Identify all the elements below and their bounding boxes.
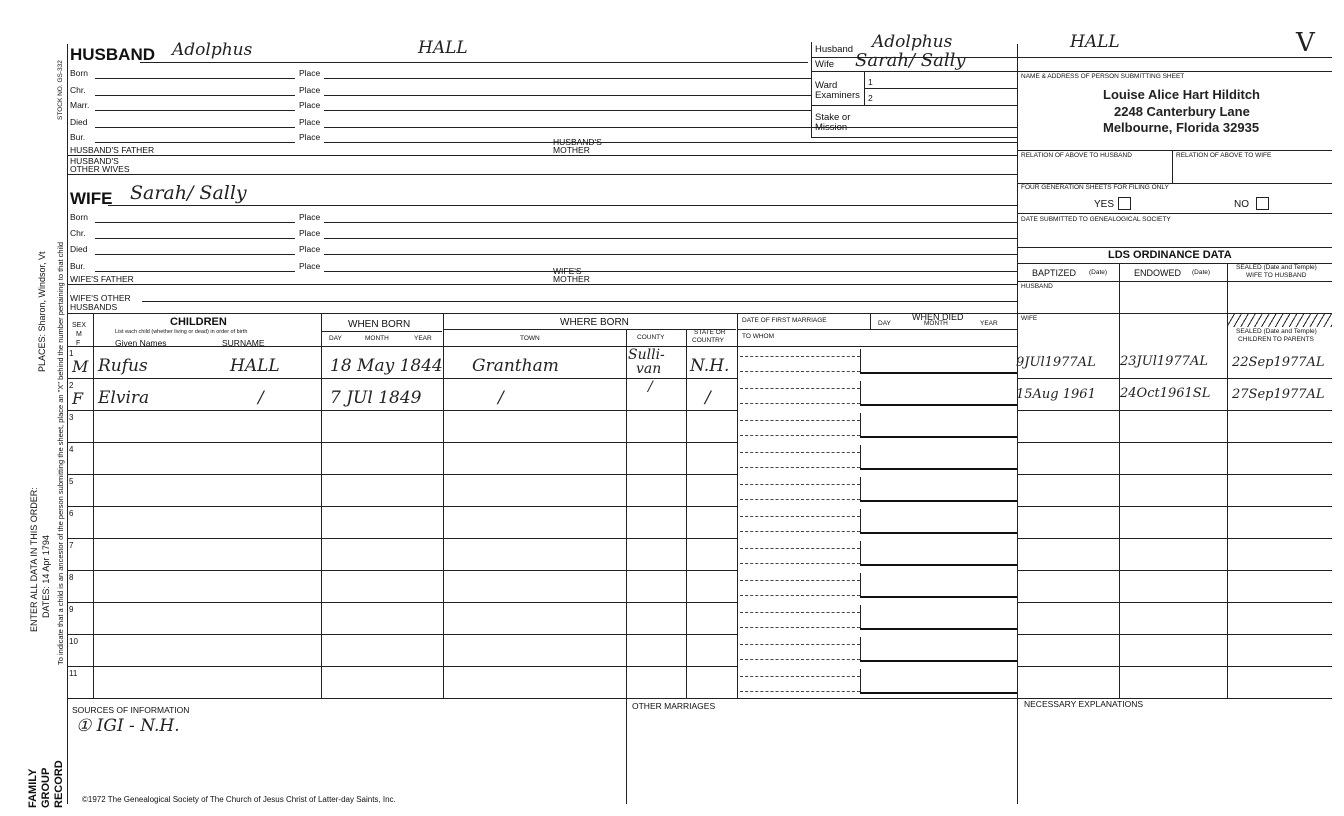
child-town[interactable]: Grantham [472,356,559,376]
husband-mother-label2: MOTHER [553,145,590,155]
record-label: RECORD [53,760,65,808]
child-number: 2 [69,381,74,390]
child-number: 3 [69,413,74,422]
town-header: TOWN [520,335,540,342]
child-endowed[interactable]: 24Oct1961SL [1120,386,1211,401]
husband-event-label: Bur. [70,132,86,142]
marriage-whom-dash[interactable] [740,691,860,692]
child-baptized[interactable]: 9JUl1977AL [1016,355,1096,370]
when-died-header: WHEN DIED [912,312,964,322]
husband-place-label: Place [299,100,321,110]
top-wife-label: Wife [815,59,834,70]
submitter-street[interactable]: 2248 Canterbury Lane [1114,104,1250,119]
submitter-end-line [1017,150,1332,151]
wife-other-husbands-line [142,301,1017,302]
marriage-date-dash[interactable] [740,356,860,357]
husband-place-line[interactable] [324,95,811,96]
child-county[interactable]: Sulli- [628,347,665,363]
top-wife-name[interactable]: Sarah/ Sally [855,50,966,71]
marriage-date-dash[interactable] [740,580,860,581]
given-names-header: Given Names [115,338,167,348]
wife-place-line[interactable] [324,238,1017,239]
husband-place-line[interactable] [324,142,1017,143]
husband-place-label: Place [299,85,321,95]
death-line[interactable] [860,468,1017,470]
husband-place-line[interactable] [324,110,811,111]
husband-place-line[interactable] [324,127,1017,128]
baptized-label: BAPTIZED [1032,268,1077,278]
sex-m: M [76,331,82,338]
examiner-2: 2 [868,93,873,103]
state-header: STATE OR [694,329,726,336]
husband-given-name[interactable]: Adolphus [172,40,253,60]
endowed-label: ENDOWED [1134,268,1181,278]
child-row [67,666,1332,698]
child-sealed[interactable]: 22Sep1977AL [1232,355,1325,370]
endowed-sub: (Date) [1192,269,1211,276]
wife-event-line[interactable] [95,222,295,223]
wife-place-line[interactable] [324,222,1017,223]
top-husband-given[interactable]: Adolphus [872,32,953,52]
copyright: ©1972 The Genealogical Society of The Church of Jesus Christ of Latter-day Saints, Inc. [82,795,396,804]
husband-place-label: Place [299,132,321,142]
husband-father-label: HUSBAND'S FATHER [70,145,155,155]
explanations-label: NECESSARY EXPLANATIONS [1024,699,1144,709]
child-number: 9 [69,605,74,614]
child-number: 1 [69,349,74,358]
husband-name-line [140,62,808,63]
wife-father-line [67,284,1017,285]
where-born-subline [444,329,736,330]
wife-section-end [67,313,1017,314]
death-line[interactable] [860,596,1017,598]
wife-given-name[interactable]: Sarah/ Sally [130,182,247,204]
marriage-date-dash[interactable] [740,516,860,517]
marriage-whom-dash[interactable] [740,627,860,628]
death-line[interactable] [860,628,1017,630]
state-header2: COUNTRY [692,337,725,344]
date-submitted-label: DATE SUBMITTED TO GENEALOGICAL SOCIETY [1021,216,1171,223]
date-submitted-end-line [1017,247,1332,248]
marriage-whom-dash[interactable] [740,659,860,660]
wife-event-label: Died [70,244,88,254]
places-note: PLACES: Sharon, Windsor, Vt [37,251,47,372]
lds-wife-row: WIFE [1021,315,1038,322]
baptized-sub: (Date) [1089,269,1108,276]
family-label: FAMILY [27,768,39,808]
born-year-header: YEAR [414,335,432,342]
submitter-name[interactable]: Louise Alice Hart Hilditch [1103,87,1260,102]
husband-other-wives-label2: OTHER WIVES [70,164,130,174]
death-bracket [860,381,861,404]
no-label: NO [1234,199,1249,210]
stock-number: STOCK NO. GS-332 [57,60,64,120]
child-row [67,506,1332,538]
child-row [67,474,1332,506]
death-bracket [860,541,861,564]
husband-event-label: Died [70,117,88,127]
child-born-date[interactable]: 18 May 1844 [330,356,443,376]
wife-mother-label2: MOTHER [553,274,590,284]
sealed-children-label2: CHILDREN TO PARENTS [1238,336,1314,343]
wife-heading: WIFE [70,189,113,208]
child-town[interactable]: / [498,388,504,408]
child-row [67,410,1332,442]
child-row [67,570,1332,602]
born-day-header: DAY [329,335,342,342]
wife-name-line [108,205,1017,206]
death-bracket [860,477,861,500]
child-county[interactable]: / [648,379,653,395]
child-baptized[interactable]: 15Aug 1961 [1016,387,1096,402]
marriage-date-dash[interactable] [740,548,860,549]
wife-place-label: Place [299,228,321,238]
marriage-whom-dash[interactable] [740,499,860,500]
death-bracket [860,509,861,532]
child-number: 7 [69,541,74,550]
death-line[interactable] [860,436,1017,438]
wife-place-line[interactable] [324,254,1017,255]
wife-event-label: Bur. [70,261,86,271]
stake-label: Stake or [815,112,851,123]
top-wife-line [811,71,1332,72]
marriage-date-dash[interactable] [740,484,860,485]
husband-place-label: Place [299,117,321,127]
marriage-date-dash[interactable] [740,676,860,677]
husband-section-end [67,174,1017,175]
when-born-subline [322,331,442,332]
child-state[interactable]: / [705,388,711,408]
husband-other-wives-label: HUSBAND'S [70,156,119,166]
marriage-subline [738,329,1017,330]
wife-other-husbands-label2: HUSBANDS [70,302,118,312]
child-given-name[interactable]: Elvira [98,388,150,408]
four-gen-label: FOUR GENERATION SHEETS FOR FILING ONLY [1021,184,1169,191]
child-state[interactable]: N.H. [690,356,730,376]
death-bracket [860,445,861,468]
examiner-mid-line [864,88,1017,89]
enter-note: ENTER ALL DATA IN THIS ORDER: [29,487,39,632]
relation-divider [1172,150,1173,183]
children-list-note: List each child (whether living or dead) in order of birth [115,329,248,335]
child-county2[interactable]: van [636,361,662,377]
wife-father-label: WIFE'S FATHER [70,274,134,284]
marriage-date-dash[interactable] [740,388,860,389]
other-marriages-label: OTHER MARRIAGES [632,701,716,711]
examiner-1: 1 [868,77,873,87]
death-bracket [860,669,861,692]
marriage-date-dash[interactable] [740,452,860,453]
wife-mother-label: WIFE'S [553,266,582,276]
marriage-whom-dash[interactable] [740,371,860,372]
stake-end-line [811,137,1017,138]
top-husband-surname[interactable]: HALL [1070,32,1120,52]
death-bracket [860,637,861,660]
death-line[interactable] [860,532,1017,534]
sex-label: SEX [72,322,87,329]
check-mark: V [1296,28,1315,58]
death-line[interactable] [860,564,1017,566]
child-surname[interactable]: HALL [230,356,280,376]
ward-label: Ward [815,80,838,91]
submitter-label: NAME & ADDRESS OF PERSON SUBMITTING SHEET [1021,73,1185,80]
to-whom-header: TO WHOM [742,333,775,340]
marriage-whom-dash[interactable] [740,563,860,564]
death-bracket [860,413,861,436]
child-sex[interactable]: F [72,389,84,408]
died-day-header: DAY [878,320,891,327]
died-year-header: YEAR [980,320,998,327]
child-row [67,634,1332,666]
child-ancestor-note: To indicate that a child is an ancestor of the person submitting the sheet, place an "X" behind the number pertaining to that child [56,241,65,665]
wife-place-line[interactable] [324,271,1017,272]
husband-event-label: Born [70,68,88,78]
child-sealed[interactable]: 27Sep1977AL [1232,387,1325,402]
death-line[interactable] [860,660,1017,662]
marriage-date-dash[interactable] [740,644,860,645]
husband-event-label: Marr. [70,100,90,110]
wife-place-label: Place [299,244,321,254]
relation-wife-label: RELATION OF ABOVE TO WIFE [1176,152,1272,159]
wife-event-line[interactable] [95,238,295,239]
husband-mother-label: HUSBAND'S [553,137,602,147]
lds-husband-row: HUSBAND [1021,283,1053,290]
bottom-divider [626,698,627,804]
county-header: COUNTY [637,334,665,341]
wife-place-label: Place [299,261,321,271]
mission-label: Mission [815,122,848,133]
child-number: 10 [69,637,78,646]
wife-other-husbands-label: WIFE'S OTHER [70,293,131,303]
relation-husband-label: RELATION OF ABOVE TO HUSBAND [1021,152,1132,159]
sealed-wife-label2: WIFE TO HUSBAND [1246,272,1307,279]
child-number: 4 [69,445,74,454]
death-bracket [860,605,861,628]
death-line[interactable] [860,372,1017,374]
sealed-hatch [1228,314,1332,327]
marriage-whom-dash[interactable] [740,403,860,404]
child-number: 11 [69,669,78,678]
marriage-date-dash[interactable] [740,612,860,613]
col-died-top [870,313,871,329]
surname-header: SURNAME [222,338,265,348]
child-surname[interactable]: / [258,388,264,408]
lds-title: LDS ORDINANCE DATA [1108,249,1232,261]
child-endowed[interactable]: 23JUl1977AL [1120,354,1208,369]
sources-value[interactable]: ① IGI - N.H. [76,716,180,736]
no-checkbox[interactable] [1256,197,1269,210]
lds-header-line [1017,281,1332,282]
born-month-header: MONTH [365,335,389,342]
first-marriage-header: DATE OF FIRST MARRIAGE [742,317,827,324]
marriage-whom-dash[interactable] [740,467,860,468]
examiners-label: Examiners [815,90,860,101]
wife-event-line[interactable] [95,254,295,255]
sex-f: F [76,340,81,347]
husband-event-line[interactable] [95,127,295,128]
child-number: 6 [69,509,74,518]
husband-event-line[interactable] [95,78,295,79]
when-born-header: WHEN BORN [348,319,411,330]
death-line[interactable] [860,692,1017,694]
yes-checkbox[interactable] [1118,197,1131,210]
marriage-whom-dash[interactable] [740,435,860,436]
death-line[interactable] [860,500,1017,502]
husband-place-line[interactable] [324,78,811,79]
group-label: GROUP [40,767,52,808]
yes-label: YES [1094,199,1115,210]
child-number: 5 [69,477,74,486]
husband-event-line[interactable] [95,110,295,111]
sealed-wife-label: SEALED (Date and Temple) [1236,264,1317,271]
sources-label: SOURCES OF INFORMATION [72,705,190,715]
wife-event-line[interactable] [95,271,295,272]
top-husband-label: Husband [815,44,854,55]
child-born-date[interactable]: 7 JUl 1849 [330,388,422,408]
husband-event-line[interactable] [95,95,295,96]
submitter-city[interactable]: Melbourne, Florida 32935 [1103,120,1260,135]
death-bracket [860,573,861,596]
where-born-header: WHERE BORN [560,317,629,328]
child-row [67,442,1332,474]
marriage-whom-dash[interactable] [740,531,860,532]
wife-place-label: Place [299,212,321,222]
husband-event-label: Chr. [70,85,86,95]
examiners-end-line [811,105,1017,106]
child-row [67,602,1332,634]
child-given-name[interactable]: Rufus [98,356,148,376]
husband-place-label: Place [299,68,321,78]
died-month-header: MONTH [924,320,948,327]
husband-surname[interactable]: HALL [418,38,468,58]
child-row [67,538,1332,570]
children-heading: CHILDREN [170,316,227,328]
husband-heading: HUSBAND [70,45,155,64]
child-sex[interactable]: M [72,357,89,376]
wife-event-label: Chr. [70,228,86,238]
husband-father-line [67,155,1017,156]
death-bracket [860,349,861,372]
marriage-date-dash[interactable] [740,420,860,421]
four-gen-end-line [1017,213,1332,214]
husband-event-line[interactable] [95,142,295,143]
marriage-whom-dash[interactable] [740,595,860,596]
dates-note: DATES: 14 Apr 1794 [41,535,51,618]
child-number: 8 [69,573,74,582]
death-line[interactable] [860,404,1017,406]
wife-event-label: Born [70,212,88,222]
sealed-children-label: SEALED (Date and Temple) [1236,328,1317,335]
